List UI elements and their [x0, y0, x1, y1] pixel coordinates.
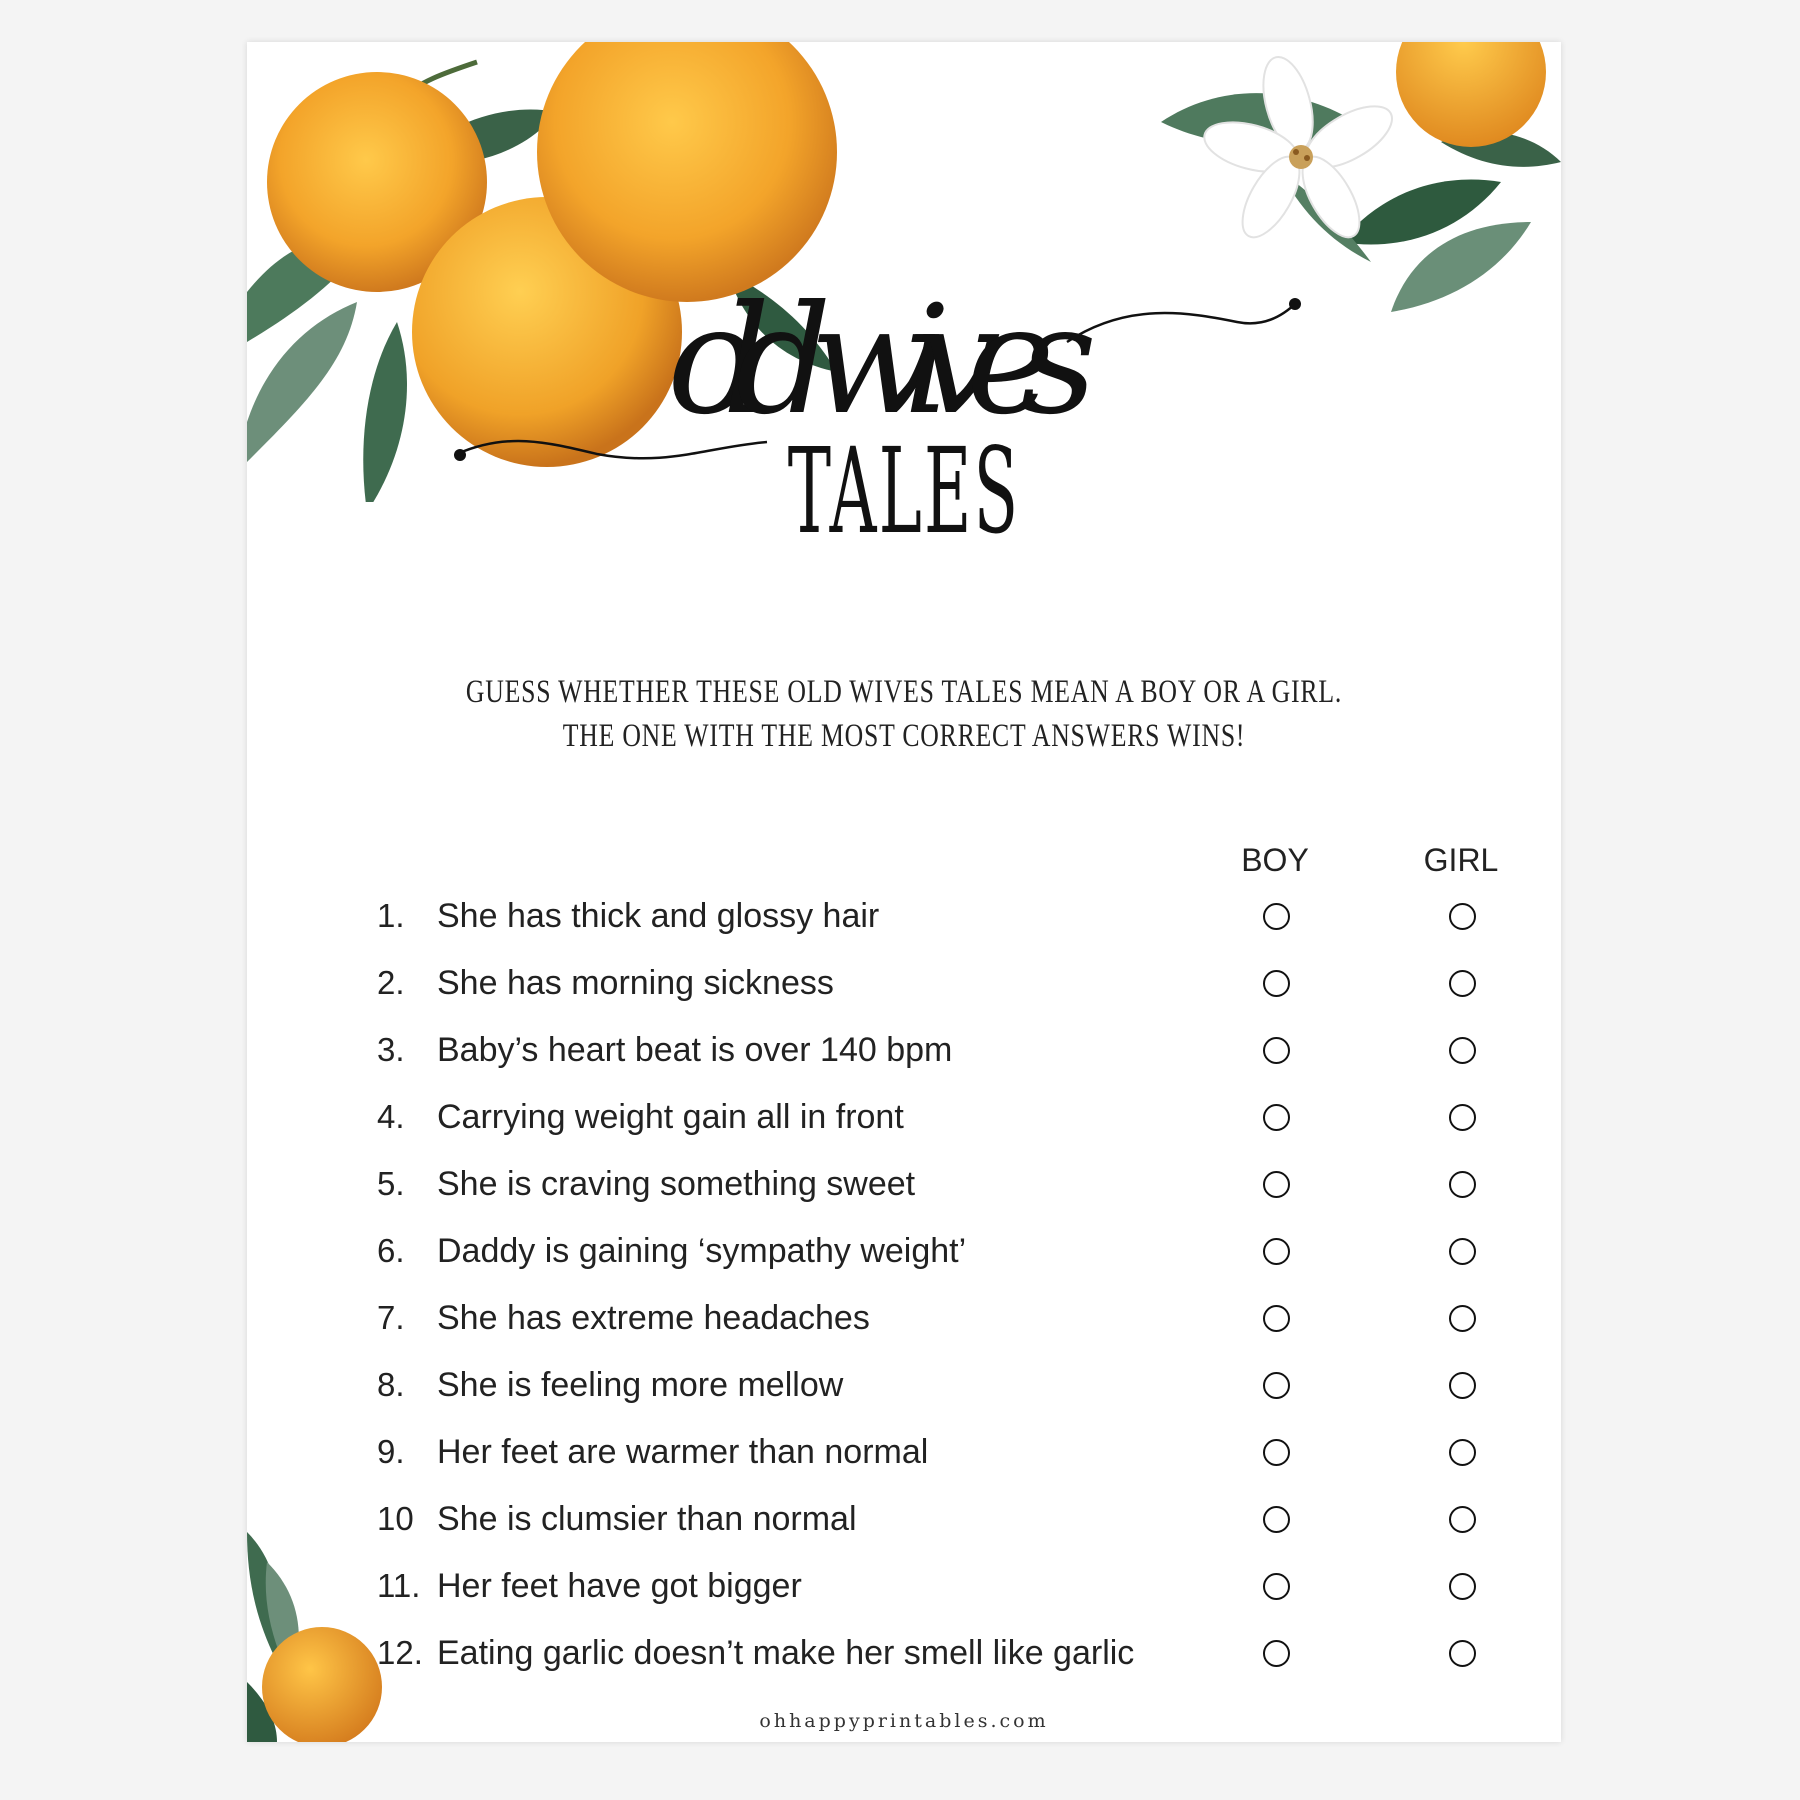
question-row: [247, 897, 1561, 957]
boy-answer-circle[interactable]: [1263, 1506, 1290, 1533]
question-number: 4.: [377, 1098, 405, 1135]
boy-answer-circle[interactable]: [1263, 970, 1290, 997]
question-row: [247, 1366, 1561, 1426]
question-row: [247, 1165, 1561, 1225]
question-text: She is feeling more mellow: [437, 1366, 844, 1404]
boy-answer-circle[interactable]: [1263, 1305, 1290, 1332]
question-row: [247, 1031, 1561, 1091]
column-header-boy: BOY: [1241, 842, 1309, 878]
boy-answer-circle[interactable]: [1263, 903, 1290, 930]
boy-answer-circle[interactable]: [1263, 1640, 1290, 1667]
question-text: Her feet are warmer than normal: [437, 1433, 929, 1471]
girl-answer-circle[interactable]: [1449, 903, 1476, 930]
girl-answer-circle[interactable]: [1449, 1506, 1476, 1533]
question-text: Eating garlic doesn’t make her smell like garlic: [437, 1634, 1135, 1672]
girl-answer-circle[interactable]: [1449, 1171, 1476, 1198]
question-number: 7.: [377, 1299, 405, 1336]
question-row: [247, 1433, 1561, 1493]
question-row: [247, 1299, 1561, 1359]
footer-url: ohhappyprintables.com: [759, 1710, 1049, 1732]
column-header-girl: GIRL: [1423, 842, 1499, 878]
girl-answer-circle[interactable]: [1449, 1640, 1476, 1667]
girl-answer-circle[interactable]: [1449, 1238, 1476, 1265]
instruction-line: GUESS WHETHER THESE OLD WIVES TALES MEAN A BOY OR A GIRL.: [465, 674, 1343, 710]
question-row: [247, 1567, 1561, 1627]
question-number: 2.: [377, 964, 405, 1001]
question-number: 5.: [377, 1165, 405, 1202]
boy-answer-circle[interactable]: [1263, 1037, 1290, 1064]
boy-answer-circle[interactable]: [1263, 1372, 1290, 1399]
boy-answer-circle[interactable]: [1263, 1238, 1290, 1265]
question-number: 12.: [377, 1634, 423, 1671]
question-text: She has morning sickness: [437, 964, 834, 1002]
instructions: [247, 670, 1561, 758]
girl-answer-circle[interactable]: [1449, 970, 1476, 997]
question-text: Daddy is gaining ‘sympathy weight’: [437, 1232, 967, 1270]
question-number: 3.: [377, 1031, 405, 1068]
question-text: Her feet have got bigger: [437, 1567, 802, 1605]
girl-answer-circle[interactable]: [1449, 1372, 1476, 1399]
question-text: Carrying weight gain all in front: [437, 1098, 904, 1136]
girl-answer-circle[interactable]: [1449, 1573, 1476, 1600]
question-number: 8.: [377, 1366, 405, 1403]
question-row: [247, 1500, 1561, 1560]
instruction-line: THE ONE WITH THE MOST CORRECT ANSWERS WINS!: [562, 718, 1246, 754]
question-number: 11.: [377, 1567, 421, 1604]
boy-answer-circle[interactable]: [1263, 1104, 1290, 1131]
girl-answer-circle[interactable]: [1449, 1305, 1476, 1332]
question-row: [247, 1232, 1561, 1292]
question-text: Baby’s heart beat is over 140 bpm: [437, 1031, 953, 1069]
girl-answer-circle[interactable]: [1449, 1104, 1476, 1131]
title-script-text: old wives: [667, 274, 1107, 448]
boy-answer-circle[interactable]: [1263, 1171, 1290, 1198]
girl-answer-circle[interactable]: [1449, 1439, 1476, 1466]
question-number: 10: [377, 1500, 414, 1537]
question-row: [247, 964, 1561, 1024]
question-text: She has extreme headaches: [437, 1299, 870, 1337]
question-text: She is clumsier than normal: [437, 1500, 857, 1538]
question-number: 6.: [377, 1232, 405, 1269]
boy-answer-circle[interactable]: [1263, 1439, 1290, 1466]
girl-answer-circle[interactable]: [1449, 1037, 1476, 1064]
question-row: [247, 1634, 1561, 1694]
boy-answer-circle[interactable]: [1263, 1573, 1290, 1600]
question-number: 9.: [377, 1433, 405, 1470]
question-text: She is craving something sweet: [437, 1165, 916, 1203]
question-row: [247, 1098, 1561, 1158]
game-sheet: [247, 42, 1561, 1742]
question-text: She has thick and glossy hair: [437, 897, 880, 935]
title-main: TALES: [787, 422, 1021, 560]
question-number: 1.: [377, 897, 405, 934]
